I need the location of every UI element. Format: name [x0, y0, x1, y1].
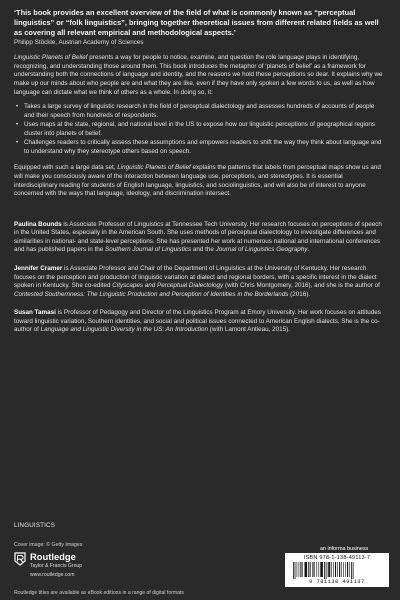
author-bio-bounds: [14, 221, 386, 255]
routledge-logo-icon: [14, 552, 26, 566]
publisher-website[interactable]: www.routledge.com: [30, 572, 75, 579]
journal-title: Southern Journal of Linguistics: [105, 246, 192, 254]
summary-paragraph: [14, 164, 386, 198]
publisher-block: [14, 552, 82, 578]
summary-book-title: Linguistic Planets of Belief: [117, 164, 191, 172]
journal-title: Journal of Linguistics Geography: [215, 246, 308, 254]
summary-lead: Equipped with such a large data set,: [14, 164, 118, 172]
summary-text: explains the patterns that labels from perceptual maps show us and will make you consciously aware of the interaction between language use, perceptions, and stereotypes. It is essential interdisciplinary reading for students of English language, linguistics, and sociolinguistics, and will also be of interest to anyone concerned with the ways that language, ideology, and discrimination intersect.: [14, 164, 381, 198]
intro-book-title: Linguistic Planets of Belief: [14, 54, 88, 62]
bio-text: (2016).: [288, 290, 311, 298]
bio-text: .: [307, 246, 310, 254]
list-item: • Challenges readers to critically assess these assumptions and empowers readers to shift the way they think about language and to understand why they stereotype others based on speech.: [14, 139, 386, 156]
feature-list: [14, 103, 386, 156]
author-name: Paulina Bounds: [14, 220, 62, 228]
intro-paragraph: [14, 54, 386, 97]
bio-text: is Associate Professor and Chair of the Department of Linguistics at the University of Kentucky. Her research focuses on the perception and production of linguistic variation at dialect and regional borders, with a specific interest in the dialect spoken in Kentucky. She co-edited: [14, 264, 377, 290]
isbn-label: ISBN 978-1-138-49113-7: [303, 555, 371, 561]
author-name: Jennifer Cramer: [14, 264, 63, 272]
bio-text: (with Lamont Antieau, 2015).: [208, 326, 290, 334]
barcode-icon: [291, 562, 383, 579]
endorsement-attribution: Philipp Stöckle, Austrian Academy of Sciences: [14, 39, 144, 47]
publisher-group: Taylor & Francis Group: [30, 563, 83, 570]
ebook-note: Routledge titles are available as eBook editions in a range of digital formats: [14, 590, 184, 596]
informa-tag: an informa business: [320, 546, 369, 552]
book-title: Cityscapes and Perceptual Dialectology: [112, 282, 224, 290]
bio-text: is Associate Professor of Linguistics at Tennessee Tech University. Her research focuses on perceptions of speech in the United States, especially in the American South. She uses methods of perceptual dialectology to investigate differences and similarities in national- and state-level perceptions. She has presented her work at numerous national and international conferences and has published papers in the: [14, 220, 382, 254]
bio-text: and the: [191, 246, 216, 254]
subject-category: LINGUISTICS: [14, 522, 56, 529]
list-item: • Takes a large survey of linguistic research in the field of perceptual dialectology and assesses hundreds of accounts of people and their speech from hundreds of respondents.: [14, 103, 386, 120]
endorsement-quote: ‘This book provides an excellent overview of the field of what is commonly known as “perceptual linguistics” or “folk linguistics”, bringing together theoretical issues from different related fields as well as covering all relevant empirical and methodological aspects.’: [14, 8, 379, 37]
publisher-name: Routledge: [30, 551, 76, 562]
intro-text: presents a way for people to notice, examine, and question the role language plays in identifying, recognizing, and understanding those around them. This book introduces the metaphor of ‘planets of belief’ as a framework for understanding both the connections of language and identity, and the reasons we hold these perceptions so dear. It explains why we make up our minds about who people are and what they are like, even if they have only spoken a few words to us, as well as how language can dictate what we think of others as a whole. In doing so, it:: [14, 54, 383, 96]
book-title: Language and Linguistic Diversity in the US: An Introduction: [40, 326, 209, 334]
cover-credit: Cover image: © Getty Images: [14, 542, 83, 548]
list-item: • Uses maps at the state, regional, and national level in the US to expose how our linguistic perceptions of geographical regions cluster into planets of belief.: [14, 121, 386, 138]
author-bio-cramer: [14, 265, 386, 299]
book-title: Contested Southernness: The Linguistic Production and Perception of Identities in the Borderlands: [14, 290, 289, 298]
barcode-digits: 9 781138 491137: [309, 579, 365, 585]
bio-text: is Professor of Pedagogy and Director of the Linguistics Program at Emory University. Her work focuses on attitudes toward linguistic variation, Southern identities, and social and political issues connected to American English dialects. She is the co-author of: [14, 309, 381, 334]
bio-text: (with Chris Montgomery, 2016), and she is the author of: [223, 282, 380, 290]
barcode-block: [285, 553, 389, 587]
author-name: Susan Tamasi: [14, 309, 56, 317]
author-bio-tamasi: [14, 309, 386, 335]
